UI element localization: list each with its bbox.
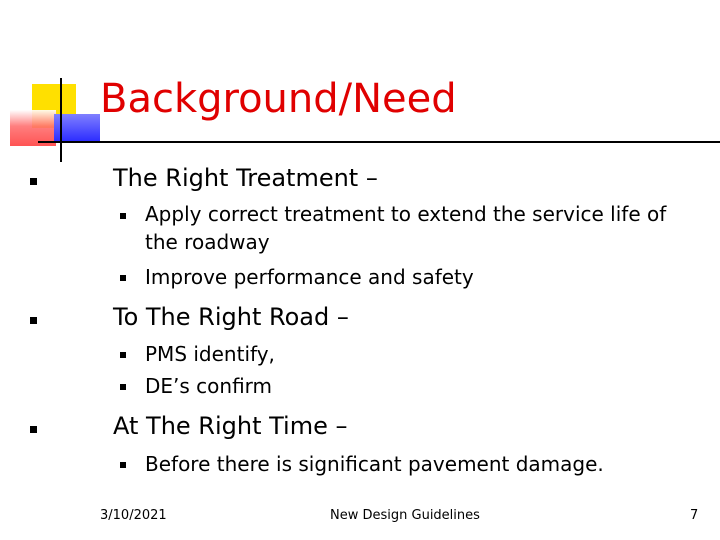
- footer-title: New Design Guidelines: [330, 508, 480, 523]
- bullet-1-text: The Right Treatment –: [113, 164, 378, 192]
- bullet-2-sub-1: PMS identify,: [145, 342, 275, 366]
- sub-bullet-marker: [120, 275, 126, 281]
- bullet-1-sub-1: Apply correct treatment to extend the service life of the roadway: [145, 202, 667, 254]
- sub-bullet-marker: [120, 352, 126, 358]
- sub-bullet-marker: [120, 213, 126, 219]
- footer-date: 3/10/2021: [100, 508, 167, 523]
- sub-bullet-marker: [120, 384, 126, 390]
- bullet-3-sub-1: Before there is significant pavement damage.: [145, 452, 604, 476]
- sub-bullet-marker: [120, 462, 126, 468]
- title-underline: [38, 141, 720, 143]
- bullet-2-text: To The Right Road –: [113, 303, 349, 331]
- bullet-marker: [30, 426, 37, 433]
- decor-vertical-line: [60, 78, 62, 162]
- slide-title: Background/Need: [100, 76, 457, 122]
- bullet-2-sub-2: DE’s confirm: [145, 374, 273, 398]
- bullet-1-sub-2: Improve performance and safety: [145, 265, 474, 289]
- bullet-marker: [30, 317, 37, 324]
- slide-number: 7: [690, 508, 699, 523]
- bullet-3-text: At The Right Time –: [113, 412, 348, 440]
- bullet-marker: [30, 178, 37, 185]
